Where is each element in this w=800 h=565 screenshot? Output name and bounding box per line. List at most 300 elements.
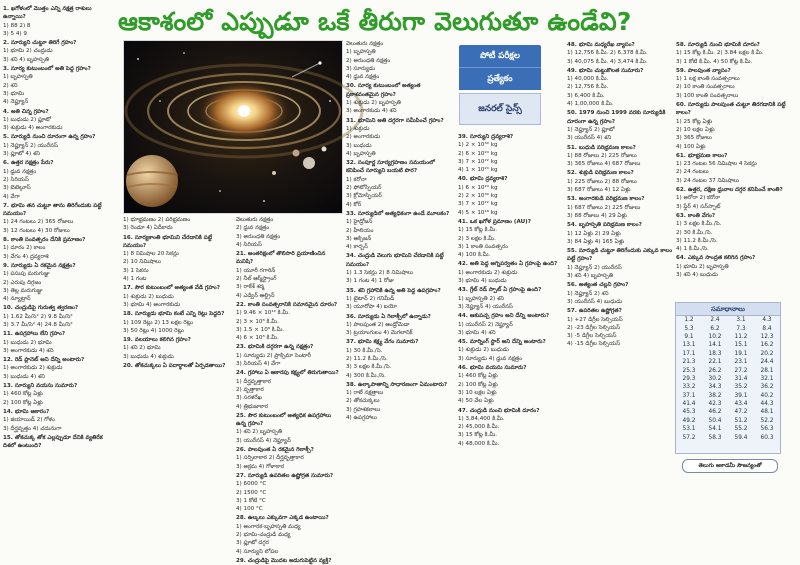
answer-cell: 21.3 [682, 359, 696, 366]
option-text: 1) శుక్రుడు 2) బృహస్పతి [346, 100, 401, 107]
banner-subject: జనరల్ సైన్స్ [459, 93, 541, 125]
answer-cell: 20.2 [760, 350, 774, 357]
answer-cell: 9.1 [684, 333, 694, 340]
option-text: 4) ధ్రువ నక్షత్రం [346, 74, 380, 81]
option-text: 3) ఆక్సిజన్ [346, 235, 372, 242]
answer-cell: 25.3 [682, 367, 696, 374]
option-text: 3) యురేనస్ 4) బుధుడు [567, 298, 623, 305]
answer-cell: 12.3 [760, 333, 774, 340]
answer-key-table [676, 316, 780, 442]
option-text: 3) ప్లూటో 4) శని [3, 151, 40, 158]
answer-cell: 52.2 [760, 417, 774, 424]
question-text: 29. చంద్రుడిపై మొదట అడుగుపెట్టిన వ్యక్తి? [236, 557, 332, 564]
answer-cell: 36.2 [760, 384, 774, 391]
option-text: 1) భూమి 2) చంద్రుడు [3, 48, 53, 55]
question-text: 5. సూర్యుడి నుంచి దూరంగా ఉన్న గ్రహం? [3, 134, 96, 141]
option-text: 4) వేగా [3, 193, 20, 200]
option-text: 1) 3,84,400 కి.మీ. [458, 415, 505, 422]
option-text: 2) 11.2 కి.మీ./సె. [346, 355, 388, 362]
option-text: 3) వేగం 4) ద్రవ్యరాశి [3, 253, 49, 260]
question-text: 18. సూర్యుడు భూమి కంటే ఎన్ని రెట్లు పెద్దది? [123, 311, 225, 318]
question-text: 48. భూమి మధ్యరేఖ వ్యాసం? [567, 42, 635, 48]
option-text: 2) 24 గంటలు [676, 169, 709, 176]
option-text: 4) 300 కి.మీ./సె. [346, 372, 386, 379]
option-text: 2) 10 లక్షల ఏళ్లు [676, 126, 715, 133]
question-text: 51. బుధుడి పరిభ్రమణ కాలం? [567, 144, 636, 151]
answer-row [676, 425, 780, 433]
option-text: 3) 88 రోజులు 4) 29 ఏళ్లు [567, 212, 627, 219]
answer-row [676, 433, 780, 441]
question-text: 31. భూమిని అతి దగ్గరగా సమీపించే గ్రహం? [346, 117, 444, 124]
question-text: 49. భూమి చుట్టుకొలత సుమారు? [567, 67, 644, 74]
answer-cell: 45.3 [682, 409, 696, 416]
question-text: 2. సూర్యుని చుట్టూ తిరిగే గ్రహం? [3, 40, 77, 47]
option-text: 1) 460 కోట్ల ఏళ్లు [3, 391, 43, 398]
option-text: 3) ప్లూటో దగ్గర [236, 540, 269, 547]
answer-row [676, 316, 780, 324]
option-text: 3) 6,400 కి.మీ. [567, 92, 605, 99]
option-text: 2) తోకచుక్కలు [346, 398, 380, 405]
question-text: 4. అతి చిన్న గ్రహం? [3, 108, 49, 115]
option-text: 3) 365 రోజులు [676, 135, 712, 142]
answer-row [676, 366, 780, 374]
answer-cell: 50.4 [708, 417, 722, 424]
answer-cell: 49.2 [682, 417, 696, 424]
answer-cell: 16.2 [760, 342, 774, 349]
question-text: 15. తోకచుక్క తోక ఎల్లప్పుడూ దేనికి వ్యతిరేక దిశలో ఉంటుంది? [3, 434, 103, 450]
option-text: 1) జియాయిడ్ 2) గోళం [3, 417, 55, 424]
option-text: 4) 6 × 10⁸ కి.మీ. [236, 335, 279, 342]
option-text: 1) బృహస్పతి 2) శని [458, 295, 504, 302]
option-text: 1) 24 గంటలు 2) 365 రోజులు [3, 219, 74, 226]
option-text: 1) నెప్ట్యూన్ 2) యురేనస్ [567, 264, 622, 271]
option-text: 3) గ్రహశకలాలు [346, 406, 381, 413]
option-text: 1) 9.46 × 10¹² కి.మీ. [236, 310, 290, 317]
question-text: 63. కాంతి వేగం? [676, 212, 716, 219]
answer-cell: 14.1 [708, 342, 722, 349]
option-text: 1) 3 లక్షల కి.మీ./సె. [676, 221, 722, 228]
option-text: 2) 30 కి.మీ./సె. [676, 229, 713, 236]
answer-cell: 10.2 [708, 333, 722, 340]
question-text: 37. భూమి కక్ష్య వేగం సుమారు? [346, 339, 419, 346]
question-text: 40. భూమి ద్రవ్యరాశి? [458, 176, 508, 183]
question-text: 26. పాలపుంత ఏ రకమైన గెలాక్సీ? [236, 447, 314, 454]
question-text: 47. చంద్రుడి నుంచి భూమికి దూరం? [458, 407, 540, 414]
answer-cell: 32.1 [760, 375, 774, 382]
answer-cell: 53.1 [682, 426, 696, 433]
answer-row [676, 408, 780, 416]
option-text: 3) 5 4) 9 [3, 30, 27, 37]
option-text: 1) పాలపుంత 2) ఆండ్రోమెడా [346, 321, 410, 328]
option-text: 1) 1.62 మీ/సె² 2) 9.8 మీ/సె² [3, 313, 73, 320]
question-text: 10. చంద్రుడిపై గురుత్వ త్వరణం? [3, 305, 79, 312]
option-text: 1) 15 కోట్ల కి.మీ. [458, 227, 498, 234]
answer-cell: 35.2 [734, 384, 748, 391]
question-text: 14. భూమి ఆకారం? [3, 408, 50, 415]
option-text: 2) 12,756 కి.మీ. [567, 84, 609, 91]
answer-cell: 57.2 [682, 434, 696, 441]
option-text: 3) 1 గంట 4) 1 రోజు [346, 278, 394, 285]
option-text: 1) 225 రోజులు 2) 88 రోజులు [567, 178, 637, 185]
option-text: 3) బుధుడు [346, 142, 372, 149]
option-text: 2) ఫోటోస్ఫియర్ [346, 185, 382, 192]
option-text: 1) 23 గంటల 56 నిమిషాల 4 సెకన్లు [676, 161, 757, 168]
option-text: 2) 100 కోట్ల ఏళ్లు [458, 381, 498, 388]
option-text: 3) సూర్యుడు 4) ధ్రువ నక్షత్రం [458, 355, 522, 362]
question-text: 53. అంగారకుడి పరిభ్రమణ కాలం? [567, 196, 645, 203]
option-text: 1) శుక్రుడు 2) బుధుడు [458, 347, 509, 354]
option-text: 3) 687 రోజులు 4) 12 ఏళ్లు [567, 187, 631, 194]
option-text: 3) ట్రయాంగులం 4) మెగలానిక్ [346, 330, 413, 337]
question-text: 39. సూర్యుని ద్రవ్యరాశి? [458, 134, 514, 140]
question-text: 43. గ్రేట్ రెడ్ స్పాట్ ఏ గ్రహంపై ఉంది? [458, 287, 542, 294]
option-text: 4) సిరియస్ [236, 241, 262, 248]
option-text: 3) భూమి 4) శని [458, 329, 496, 336]
question-text: 46. భూమి వయసు సుమారు? [458, 365, 527, 372]
option-text: 3) 3 లక్షల కి.మీ./సె. [346, 364, 392, 371]
answer-cell: 30.2 [708, 375, 722, 382]
option-text: 3) శని 4) బృహస్పతి [567, 273, 613, 280]
option-text: 3) ఫ్లేర్ 4) సన్‌స్పాట్ [676, 203, 721, 210]
answer-row [676, 383, 780, 391]
answer-cell: 59.4 [734, 434, 748, 441]
option-text: 1) 6000 °C [236, 481, 267, 488]
answer-cell: 31.4 [734, 375, 748, 382]
option-text: 2) అంగారకుడు [346, 134, 381, 141]
answer-cell: 39.1 [734, 392, 748, 399]
answer-cell: 13.1 [682, 342, 696, 349]
option-text: 2) భూమి-చంద్రుడి మధ్య [236, 531, 291, 538]
question-text: 42. అతి పెద్ద అగ్నిపర్వతం ఏ గ్రహంపై ఉంది? [458, 261, 558, 268]
option-text: 1) అంగారక-బృహస్పతి మధ్య [236, 523, 301, 530]
galaxy-planets-image [124, 41, 342, 213]
answer-cell: 5.3 [684, 325, 694, 332]
option-text: 3) 1.5 × 10⁸ కి.మీ. [236, 326, 285, 333]
question-text: 32. సంపూర్ణ సూర్యగ్రహణం సమయంలో కనిపించే సూర్యుని బయటి పొర? [346, 160, 435, 175]
option-text: 3) భూమి [3, 90, 25, 97]
option-text: 2) సిరియస్ [3, 176, 29, 183]
answer-row [676, 375, 780, 383]
section-banner [459, 45, 541, 127]
answer-cell: 48.1 [760, 409, 774, 416]
option-text: 3) 100 కాంతి సంవత్సరాలు [676, 92, 739, 99]
option-text: 3) శని 4) బుధుడు [676, 272, 718, 279]
option-text: 3) 84 ఏళ్లు 4) 165 ఏళ్లు [567, 238, 625, 245]
option-text: 1) బృహస్పతి [346, 49, 376, 56]
question-text: 35. శని గ్రహానికి ఉన్న అతి పెద్ద ఉపగ్రహం? [346, 287, 441, 294]
question-text: 64. ఎక్కువ సాంద్రత కలిగిన గ్రహం? [676, 255, 756, 262]
option-text: 3) 7 × 10²² kg [458, 201, 498, 208]
question-text: 1. ఖగోళంలో మొత్తం ఎన్ని నక్షత్ర రాశులు ఉన్నాయి? [3, 6, 92, 21]
question-column-2 [123, 216, 234, 478]
option-text: 3) 1 కోటి °C [236, 497, 266, 504]
option-text: 1) బుధుడు 2) ప్లూటో [3, 116, 52, 123]
question-text: 54. బృహస్పతి పరిభ్రమణ కాలం? [567, 222, 642, 229]
question-text: 57. ఉపరితల ఉష్ణోగ్రత? [567, 308, 622, 315]
option-text: 1) 2 × 10³⁰ kg [458, 142, 498, 149]
banner-line-1: పోటీ పరీక్షల [459, 45, 541, 67]
option-text: 3) సరళరేఖ [236, 395, 262, 402]
option-text: 1) 15 కోట్ల కి.మీ. 2) 3.84 లక్షల కి.మీ. [676, 50, 764, 57]
space-illustration [123, 40, 343, 214]
option-text: 2) అరుంధతి నక్షత్రం [346, 57, 391, 64]
question-text: 27. సూర్యుడి ఉపరితల ఉష్ణోగ్రత సుమారు? [236, 472, 334, 479]
option-text: 3) 3.7 మీ/సె² 4) 24.8 మీ/సె² [3, 321, 73, 328]
question-text: 8. కాంతి సంవత్సరం దేనికి ప్రమాణం? [3, 237, 86, 244]
answer-cell: 29.3 [682, 375, 696, 382]
answer-row [676, 333, 780, 341]
option-text: 2) 3 లక్షల కి.మీ. [458, 235, 496, 242]
option-text: 1) 460 కోట్ల ఏళ్లు [458, 373, 498, 380]
question-text: 22. కాంతి సంవత్సరానికి సమానమైన దూరం? [236, 301, 338, 308]
answer-cell: 19.1 [734, 350, 748, 357]
question-column-1 [3, 4, 115, 480]
question-text: 23. భూమికి దగ్గరగా ఉన్న నక్షత్రం? [236, 344, 314, 351]
answer-cell: 18.3 [708, 350, 722, 357]
option-text: 1) యురేనస్ 2) నెప్ట్యూన్ [458, 321, 513, 328]
option-text: 3) బుధుడు 4) శుక్రుడు [123, 353, 174, 360]
question-text: 61. భూభ్రమణ కాలం? [676, 152, 728, 159]
question-text: 17. సౌర కుటుంబంలో అత్యంత వేడి గ్రహం? [123, 285, 220, 292]
option-text: 3) తెల్ల మరుగుజ్జు [3, 287, 43, 294]
answer-cell: 27.2 [734, 367, 748, 374]
option-text: 4) త్రిభుజాకార [236, 403, 269, 410]
question-text: 62. ఉత్తర, దక్షిణ ధ్రువాల దగ్గర కనిపించే కాంతి? [676, 187, 783, 194]
answer-row [676, 358, 780, 366]
option-text: 4) కోర్ [346, 201, 362, 208]
option-text: 1) బృహస్పతి [3, 74, 33, 81]
option-text: 2) 3 × 10⁸ కి.మీ. [236, 318, 279, 325]
answer-cell: 4.3 [762, 317, 772, 324]
question-text: 9. సూర్యుడు ఏ రకమైన నక్షత్రం? [3, 262, 76, 269]
option-text: 1) శని 2) భూమి [123, 345, 161, 352]
option-text: 1) ధ్రువ నక్షత్రం [3, 168, 37, 175]
option-text: 1) 1.3 సెకన్లు 2) 8 నిమిషాలు [346, 270, 414, 277]
option-text: 4) న్యూట్రాన్ [3, 296, 31, 303]
option-text: 1) 6 × 10²⁴ kg [458, 184, 498, 191]
option-text: 3) 10 లక్షల ఏళ్లు [458, 389, 497, 396]
option-text: 1) పసుపు మరుగుజ్జు [3, 271, 50, 278]
option-text: 1) శని 2) బృహస్పతి [236, 429, 282, 436]
option-text: వెలుతురు నక్షత్రం [236, 217, 274, 223]
option-text: 1) దూరం 2) కాలం [3, 245, 46, 252]
option-text: 3) యురేనస్ 4) శని [567, 135, 612, 142]
question-column-5 [458, 132, 564, 478]
option-text: 2) 45,000 కి.మీ. [458, 424, 500, 431]
option-text: 3) నెప్ట్యూన్ 4) యురేనస్ [458, 303, 513, 310]
answer-cell: 28.1 [760, 367, 774, 374]
option-text: 4) ఉపగ్రహాలు [346, 415, 377, 422]
option-text: 1) 40,000 కి.మీ. [567, 76, 609, 83]
option-text: 2) 1500 °C [236, 489, 267, 496]
option-text: 1) కరోనా [346, 176, 367, 183]
option-text: 2) ఎరుపు దిగ్గజం [3, 279, 42, 286]
question-text: 3. సూర్య కుటుంబంలో అతి పెద్ద గ్రహం? [3, 66, 91, 73]
option-text: 1) 25 కోట్ల ఏళ్లు [676, 118, 713, 125]
option-text: 1) నెప్ట్యూన్ 2) ప్లూటో [567, 126, 615, 133]
option-text: 4) 1 గంట [123, 276, 147, 283]
option-text: 4) ఎడ్విన్ ఆల్డ్రిన్ [236, 292, 275, 299]
option-text: వెలుతురు నక్షత్రం [346, 41, 384, 47]
option-text: 1) సూర్యుడు 2) ప్రాక్సిమా సెంటారీ [236, 352, 311, 359]
option-text: 3) సూర్యుడు [346, 65, 376, 72]
answer-cell: 44.3 [760, 401, 774, 408]
option-text: 4) బృహస్పతి [346, 150, 376, 157]
option-text: 2) హీలియం [346, 227, 374, 234]
question-text: 38. ఉల్కాపాతాన్ని సాధారణంగా ఏమంటారు? [346, 381, 448, 388]
option-text: 3) 1 కోటి కి.మీ. 4) 50 కోట్ల కి.మీ. [676, 58, 753, 65]
option-text: 3) 50 రెట్లు 4) 1000 రెట్లు [123, 327, 184, 334]
option-text: 4) 1 కి.మీ./సె. [676, 246, 709, 253]
option-text: 1) 12 ఏళ్లు 2) 29 ఏళ్లు [567, 230, 621, 237]
answer-cell: 3.1 [736, 317, 746, 324]
option-text: 2) 6 × 10²⁴ kg [458, 150, 498, 157]
option-text: 3) అంగారకుడు 4) శని [3, 347, 54, 354]
option-text: 3) 1 కాంతి సంవత్సరం [458, 243, 509, 250]
option-text: 3) 7 × 10²² kg [458, 158, 498, 165]
answer-cell: 1.2 [684, 317, 694, 324]
option-text: 1) 687 రోజులు 2) 225 రోజులు [567, 204, 641, 211]
question-text: 36. సూర్యుడు ఏ గెలాక్సీలో ఉన్నాడు? [346, 313, 431, 320]
credit-badge: తెలుగు అకాడమీ సౌజన్యంతో [682, 459, 778, 473]
option-text: 1) 88 రోజులు 2) 225 రోజులు [567, 152, 637, 159]
question-column-7 [676, 40, 798, 298]
option-text: 4) 1 × 10²⁰ kg [458, 167, 498, 174]
option-text: 4) 50 వేల ఏళ్లు [458, 398, 494, 405]
option-text: 2) నీల్ ఆర్మ్‌స్ట్రాంగ్ [236, 276, 277, 283]
question-text: 55. సూర్యుడి చుట్టూ తిరిగేందుకు ఎక్కువ కాలం పట్టే గ్రహం? [567, 248, 673, 263]
question-text: 13. సూర్యుని వయసు సుమారు? [3, 383, 78, 390]
option-text: 3) భూమి 4) బుధుడు [458, 278, 507, 285]
question-text: 52. శుక్రుడి పరిభ్రమణ కాలం? [567, 170, 634, 177]
option-text: 1) అంగారకుడు 2) శుక్రుడు [3, 365, 63, 372]
option-text: 4) 5 × 10¹⁸ kg [458, 209, 498, 216]
option-text: 3) బుధుడు 4) శని [3, 373, 45, 380]
option-text: 3) అంగారకుడు 4) శని [346, 108, 397, 115]
option-text: 4) 48,000 కి.మీ. [458, 440, 500, 447]
answer-cell: 60.3 [760, 434, 774, 441]
question-text: 7. భూమి తన చుట్టూ తాను తిరిగేందుకు పట్టే సమయం? [3, 202, 102, 218]
answer-cell: 55.2 [734, 426, 748, 433]
answer-row [676, 392, 780, 400]
answer-cell: 15.1 [734, 342, 748, 349]
option-text: 3) 11.2 కి.మీ./సె. [676, 237, 718, 244]
question-text: 58. సూర్యుడి నుంచి భూమికి దూరం? [676, 42, 760, 48]
question-text: 19. వలయాలు కలిగిన గ్రహం? [123, 337, 191, 344]
option-text: 2) 100 కోట్ల ఏళ్లు [3, 399, 43, 406]
option-text: 1) అరోరా 2) కరోనా [676, 195, 721, 202]
option-text: 3) 40,075 కి.మీ. 4) 3,474 కి.మీ. [567, 58, 648, 65]
answer-row [676, 341, 780, 349]
option-text: 1) 30 కి.మీ./సె. [346, 347, 383, 354]
option-text: 2) 2 × 10³⁰ kg [458, 193, 498, 200]
answer-cell: 11.2 [734, 333, 748, 340]
option-text: 3) భూమి 4) అంగారకుడు [123, 301, 181, 308]
option-text: 3) రాకేశ్ శర్మ [236, 284, 265, 291]
question-text: 56. అత్యంత చల్లని గ్రహం? [567, 282, 629, 289]
answer-cell: 58.3 [708, 434, 722, 441]
answer-cell: 8.4 [762, 325, 772, 332]
option-text: 3) యూరోపా 4) ఐయో [346, 304, 397, 311]
answer-cell: 37.1 [682, 392, 696, 399]
option-text: 2) -23 డిగ్రీల సెల్సియస్ [567, 324, 620, 331]
question-text: 50. 1979 నుంచి 1999 వరకు సూర్యుడికి దూరంగా ఉన్న గ్రహం? [567, 110, 666, 125]
question-text: 21. అంతరిక్షంలో తొలిసారి ప్రయాణించిన మనిషి? [236, 251, 326, 266]
option-text: 2) 10 కాంతి సంవత్సరాలు [676, 84, 735, 91]
option-text: 2) ధ్రువ నక్షత్రం [236, 225, 270, 232]
option-text: 3) యురేనస్ 4) నెప్ట్యూన్ [236, 437, 291, 444]
option-text: 1) శుక్రుడు [346, 125, 370, 132]
option-text: 1) అంగారకుడు 2) శుక్రుడు [458, 269, 518, 276]
option-text: 3) శుక్రుడు 4) అంగారకుడు [3, 125, 63, 132]
question-column-3 [236, 216, 343, 564]
option-text: 1) శుక్రుడు 2) బుధుడు [123, 293, 174, 300]
question-text: 33. సూర్యుడిలో అత్యధికంగా ఉండే మూలకం? [346, 210, 450, 217]
question-text: 60. సూర్యుడు పాలపుంత చుట్టూ తిరగడానికి పట్టే కాలం? [676, 102, 786, 117]
question-text: 25. సౌర కుటుంబంలో అత్యధిక ఉపగ్రహాలు ఉన్న గ్రహం? [236, 412, 332, 428]
option-text: 3) అరుంధతి నక్షత్రం [236, 233, 281, 240]
option-text: 1) 1 లక్ష కాంతి సంవత్సరాలు [676, 76, 740, 83]
answer-cell: 7.3 [736, 325, 746, 332]
option-text: 1) భూమి 2) బృహస్పతి [676, 263, 729, 270]
answer-cell: 56.3 [760, 426, 774, 433]
answer-cell: 17.1 [682, 350, 696, 357]
question-text: 6. ఉత్తర నక్షత్రం పేరు? [3, 160, 54, 167]
option-text: 4) 100 ఏళ్లు [676, 143, 706, 150]
question-text: 16. సూర్యకాంతి భూమిని చేరడానికి పట్టే సమయం? [123, 234, 213, 249]
option-text: 3) బెటెల్గూస్ [3, 185, 31, 192]
question-text: 12. రెడ్ ప్లానెట్ అని దేన్ని అంటారు? [3, 357, 85, 364]
question-text: 20. తోకచుక్కలు ఏ పదార్థాలతో ఏర్పడతాయి? [123, 363, 226, 370]
option-text: 4) -15 డిగ్రీల సెల్సియస్ [567, 341, 620, 348]
page-headline: ఆకాశంలో ఎప్పుడూ ఒకే తీరుగా వెలుగుతూ ఉండేవి? [118, 7, 632, 36]
answer-cell: 38.2 [708, 392, 722, 399]
answer-cell: 33.2 [682, 384, 696, 391]
option-text: 1) నెప్ట్యూన్ 2) యురేనస్ [3, 142, 58, 149]
question-text: 24. గ్రహాలు ఏ ఆకారపు కక్ష్యలో తిరుగుతాయి? [236, 370, 339, 377]
question-text: 30. సూర్య కుటుంబంలో అత్యంత ప్రకాశవంతమైన గ్రహం? [346, 83, 421, 98]
option-text: 2) 10 నిమిషాలు [123, 259, 161, 266]
question-text: 44. ఆకుపచ్చ గ్రహం అని దేన్ని అంటారు? [458, 313, 550, 320]
answer-key-box [675, 302, 781, 454]
option-text: 3) 1 సెకను [123, 267, 149, 274]
question-text: 41. ఒక ఖగోళ ప్రమాణం (AU)? [458, 218, 531, 225]
answer-cell: 42.3 [708, 401, 722, 408]
answer-cell: 24.4 [760, 359, 774, 366]
option-text: 1) 12,756 కి.మీ. 2) 6,378 కి.మీ. [567, 50, 648, 57]
answer-cell: 34.3 [708, 384, 722, 391]
option-text: 1) భూభ్రమణం 2) పరిభ్రమణం [123, 217, 191, 223]
option-text: 3) 24 గంటల 37 నిమిషాలు [676, 177, 739, 184]
answer-cell: 47.2 [734, 409, 748, 416]
option-text: 3) -5 డిగ్రీల సెల్సియస్ [567, 333, 617, 340]
option-text: 1) యూరీ గగారిన్ [236, 267, 276, 274]
answer-cell: 6.2 [710, 325, 720, 332]
answer-cell: 43.4 [734, 401, 748, 408]
question-column-4 [346, 40, 454, 478]
option-text: 1) బుధుడు 2) భూమి [3, 339, 52, 346]
option-text: 1) సర్పిలాకార 2) దీర్ఘవృత్తాకార [236, 455, 304, 462]
question-column-6 [567, 40, 673, 478]
option-text: 3) అక్రమ 4) గోళాకార [236, 463, 285, 470]
banner-line-2: ప్రత్యేకం [459, 67, 541, 90]
option-text: 3) రెండూ 4) ఏదీకాదు [123, 225, 173, 232]
answer-cell: 46.2 [708, 409, 722, 416]
answer-cell: 22.1 [708, 359, 722, 366]
option-text: 3) 365 రోజులు 4) 687 రోజులు [567, 161, 641, 168]
option-text: 4) 1,00,000 కి.మీ. [567, 101, 614, 108]
option-text: 1) టైటాన్ 2) గనిమీడ్ [346, 295, 395, 302]
